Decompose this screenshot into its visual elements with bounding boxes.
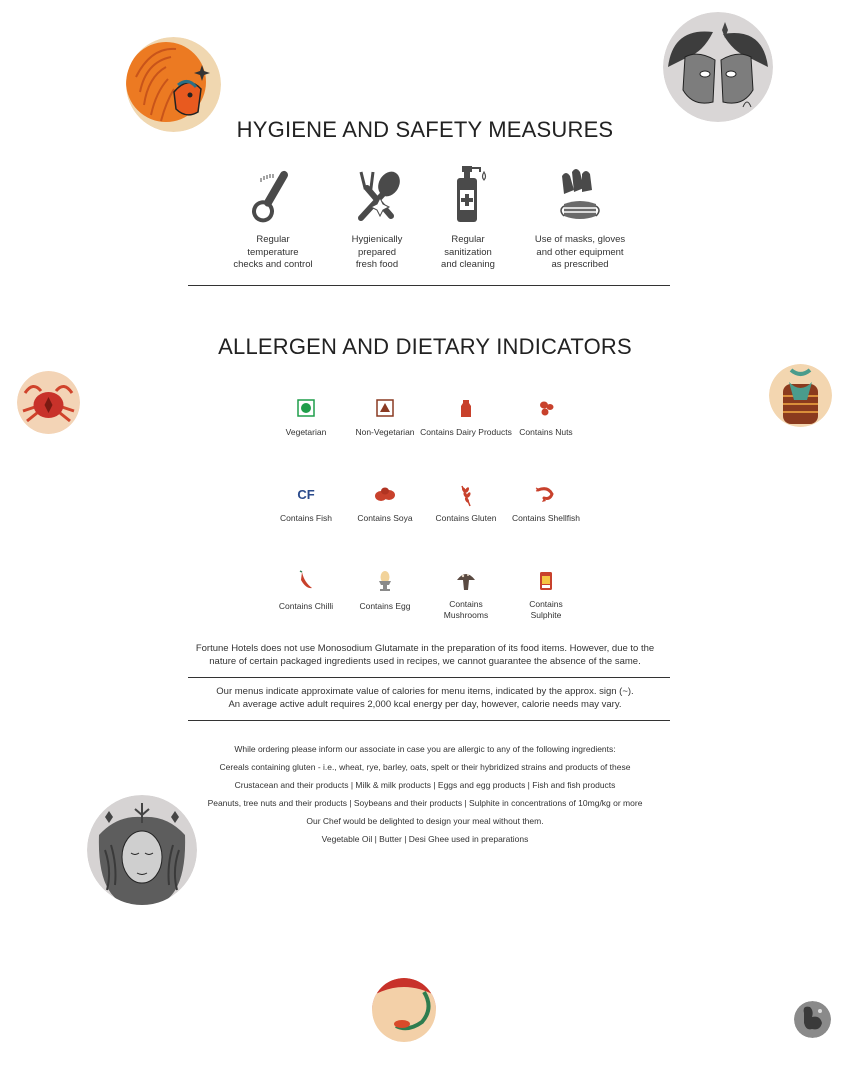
hygiene-item-temperature — [218, 164, 328, 272]
allergen-label: Contains Gluten — [435, 513, 497, 523]
msg-line: nature of certain packaged ingredients used in recipes, we cannot guarantee the absence of the same. — [209, 656, 641, 667]
allergen-label: Contains Soya — [357, 513, 413, 523]
hygiene-item-equipment — [525, 164, 635, 272]
calorie-note — [150, 685, 700, 711]
hygiene-label-line: Hygienically — [351, 234, 403, 245]
gemini-zodiac-illustration — [663, 12, 773, 122]
msg-disclaimer — [150, 642, 700, 668]
hygiene-label-line: fresh food — [355, 259, 399, 270]
calorie-line: Our menus indicate approximate value of calories for menu items, indicated by the approx. sign (~). — [216, 686, 634, 697]
sanitizer-bottle-icon — [438, 164, 498, 226]
allergen-label: Contains Fish — [280, 513, 332, 523]
allergy-line: Cereals containing gluten - i.e., wheat, rye, barley, oats, spelt or their hybridized strains and products of these — [219, 762, 631, 772]
allergy-line: Peanuts, tree nuts and their products | Soybeans and their products | Sulphite in concentrations of 10mg/kg or more — [207, 798, 643, 808]
egg-icon — [375, 570, 395, 592]
non-veg-icon — [375, 398, 395, 418]
mushroom-icon — [455, 570, 477, 592]
gloves-mask-icon — [550, 164, 610, 226]
hygiene-label-line: temperature — [247, 246, 299, 258]
chilli-icon — [296, 570, 316, 592]
allergen-label: Contains Sulphite — [529, 599, 563, 620]
divider — [188, 285, 670, 286]
hygiene-label-line: prepared — [357, 246, 397, 258]
cancer-zodiac-illustration — [17, 371, 80, 434]
divider — [188, 677, 670, 678]
sulphite-icon — [536, 570, 556, 592]
dairy-icon — [456, 398, 476, 418]
soya-icon — [373, 484, 397, 504]
allergen-label: Contains Egg — [359, 601, 411, 611]
hygiene-label-line: checks and control — [233, 259, 313, 270]
thermometer-icon — [243, 164, 303, 226]
divider — [188, 720, 670, 721]
allergen-title: ALLERGEN AND DIETARY INDICATORS — [218, 334, 632, 359]
allergen-label: Contains Shellfish — [511, 513, 581, 523]
hygiene-title: HYGIENE AND SAFETY MEASURES — [236, 117, 614, 142]
allergy-line: Our Chef would be delighted to design your meal without them. — [306, 816, 544, 826]
allergen-label: Contains Nuts — [519, 427, 573, 437]
hygiene-label-line: and cleaning — [441, 259, 495, 270]
msg-line: Fortune Hotels does not use Monosodium Glutamate in the preparation of its food items. However, due to the — [195, 643, 655, 654]
calorie-line: An average active adult requires 2,000 kcal energy per day, however, calorie needs may vary. — [228, 699, 622, 710]
sagittarius-zodiac-illustration — [769, 364, 832, 427]
fish-icon — [296, 484, 316, 504]
hygiene-label-line: as prescribed — [551, 259, 609, 270]
hygiene-label-line: Use of masks, gloves — [534, 234, 626, 245]
fish-icon-text: CF — [297, 487, 315, 502]
allergy-line: While ordering please inform our associate in case you are allergic to any of the following ingredients: — [234, 744, 616, 754]
allergen-item-shellfish — [498, 484, 594, 524]
allergy-notice — [150, 740, 700, 848]
hygiene-item-sanitization — [413, 164, 523, 272]
fork-knife-icon — [347, 164, 407, 226]
allergy-line: Vegetable Oil | Butter | Desi Ghee used in preparations — [321, 834, 529, 844]
allergen-label: Contains Dairy Products — [420, 427, 512, 437]
allergen-label: Non-Vegetarian — [355, 427, 415, 437]
hygiene-label-line: Regular — [256, 234, 290, 245]
aries-zodiac-illustration — [794, 1001, 831, 1038]
allergy-line: Crustacean and their products | Milk & milk products | Eggs and egg products | Fish and fish products — [234, 780, 616, 790]
allergen-label: Contains Chilli — [278, 601, 334, 611]
gluten-icon — [456, 484, 476, 508]
scorpio-zodiac-illustration — [372, 978, 436, 1042]
allergen-label: Vegetarian — [285, 427, 327, 437]
allergen-item-nuts — [498, 398, 594, 438]
hygiene-label-line: and other equipment — [536, 246, 624, 258]
allergen-label: Contains Mushrooms — [443, 599, 489, 620]
hygiene-label-line: Regular — [451, 234, 485, 245]
nuts-icon — [536, 398, 556, 418]
hygiene-label-line: sanitization — [444, 246, 492, 258]
veg-icon — [296, 398, 316, 418]
allergen-item-sulphite — [498, 570, 594, 621]
shellfish-icon — [534, 484, 558, 504]
